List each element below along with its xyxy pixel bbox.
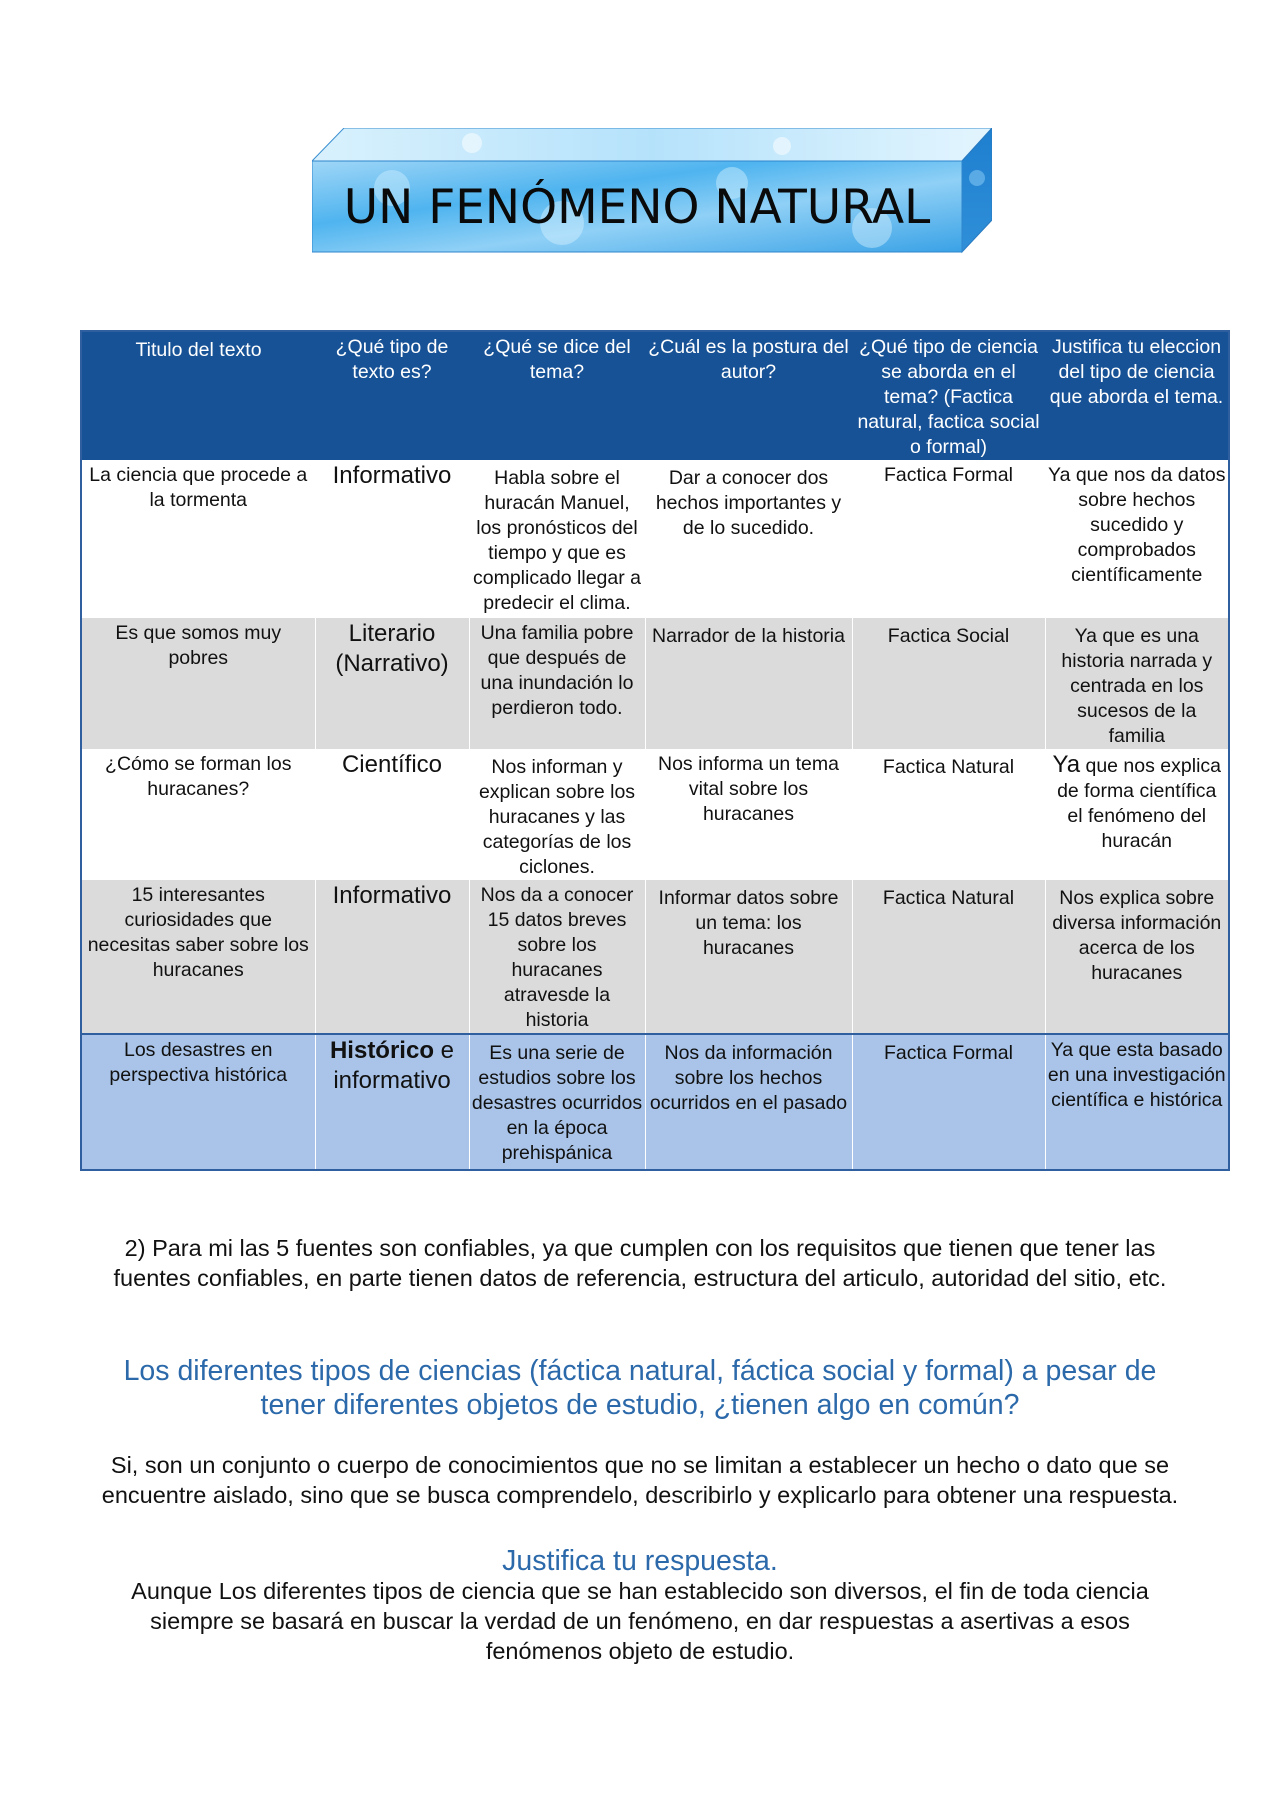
table-header-row [81,331,1229,460]
cell-postura: Narrador de la historia [645,618,852,749]
cell-tema: Nos da a conocer 15 datos breves sobre los huracanes atravesde la historia [469,880,645,1034]
cell-titulo: ¿Cómo se forman los huracanes? [81,749,315,880]
cell-justifica [1045,749,1229,880]
science-table [80,330,1230,1171]
answer-2-paragraph: 2) Para mi las 5 fuentes son confiables, ya que cumplen con los requisitos que tienen que tener las fuentes confiables, en parte tienen datos de referencia, estructura del articulo, autoridad del sitio, etc. [113,1235,1167,1291]
cell-tipo [315,1034,469,1170]
cell-postura: Informar datos sobre un tema: los huracanes [645,880,852,1034]
cell-tipo-rest: e informativo [333,1037,455,1094]
header-titulo: Titulo del texto [81,331,315,460]
question-justifica-heading: Justifica tu respuesta. [502,1545,778,1577]
cell-titulo: La ciencia que procede a la tormenta [81,460,315,618]
cell-tema: Una familia pobre que después de una inundación lo perdieron todo. [469,618,645,749]
cell-tema: Habla sobre el huracán Manuel, los pronósticos del tiempo y que es complicado llegar a predecir el clima. [469,460,645,618]
cell-justifica: Nos explica sobre diversa información acerca de los huracanes [1045,880,1229,1034]
page-title: UN FENÓMENO NATURAL [343,180,931,235]
cell-justifica: Ya que nos da datos sobre hechos sucedido y comprobados científicamente [1045,460,1229,618]
answer-ciencias-paragraph: Si, son un conjunto o cuerpo de conocimientos que no se limitan a establecer un hecho o dato que se encuentre aislado, sino que se busca comprendelo, describirlo y explicarlo para obtener una respuesta. [101,1452,1179,1508]
cell-justifica: Ya que esta basado en una investigación científica e histórica [1045,1034,1229,1170]
title-banner [312,128,992,254]
cell-postura: Nos da información sobre los hechos ocurridos en el pasado [645,1034,852,1170]
cell-tipo: Informativo [315,880,469,1034]
cell-ciencia: Factica Formal [852,460,1045,618]
cell-titulo: Es que somos muy pobres [81,618,315,749]
cell-tipo: Literario (Narrativo) [315,618,469,749]
cell-ciencia: Factica Social [852,618,1045,749]
cell-postura: Dar a conocer dos hechos importantes y de lo sucedido. [645,460,852,618]
header-justifica: Justifica tu eleccion del tipo de ciencia que aborda el tema. [1045,331,1229,460]
cell-justifica-ya: Ya [1052,751,1081,778]
header-tipo-texto: ¿Qué tipo de texto es? [315,331,469,460]
table-row [81,1034,1229,1170]
cell-tema: Es una serie de estudios sobre los desastres ocurridos en la época prehispánica [469,1034,645,1170]
cell-justifica-text: que nos explica de forma científica el fenómeno del huracán [1057,755,1221,852]
cell-tipo-bold: Histórico [329,1037,434,1064]
header-tipo-ciencia: ¿Qué tipo de ciencia se aborda en el tema? (Factica natural, factica social o formal) [852,331,1045,460]
cell-ciencia: Factica Formal [852,1034,1045,1170]
question-ciencias-heading: Los diferentes tipos de ciencias (fáctica natural, fáctica social y formal) a pesar de tener diferentes objetos de estudio, ¿tienen algo en común? [123,1355,1157,1421]
cell-postura: Nos informa un tema vital sobre los huracanes [645,749,852,880]
table-row [81,618,1229,749]
cell-ciencia: Factica Natural [852,749,1045,880]
cell-titulo: Los desastres en perspectiva histórica [81,1034,315,1170]
cell-tema: Nos informan y explican sobre los huracanes y las categorías de los ciclones. [469,749,645,880]
header-tema: ¿Qué se dice del tema? [469,331,645,460]
cell-tipo: Científico [315,749,469,880]
cell-tipo: Informativo [315,460,469,618]
cell-ciencia: Factica Natural [852,880,1045,1034]
cell-justifica: Ya que es una historia narrada y centrada en los sucesos de la familia [1045,618,1229,749]
cell-titulo: 15 interesantes curiosidades que necesitas saber sobre los huracanes [81,880,315,1034]
table-row [81,460,1229,618]
header-postura: ¿Cuál es la postura del autor? [645,331,852,460]
table-row [81,880,1229,1034]
table-row [81,749,1229,880]
answer-justifica-paragraph: Aunque Los diferentes tipos de ciencia que se han establecido son diversos, el fin de toda ciencia siempre se basará en buscar la verdad de un fenómeno, en dar respuestas a asertivas a esos fenómenos objeto de estudio. [131,1578,1149,1664]
